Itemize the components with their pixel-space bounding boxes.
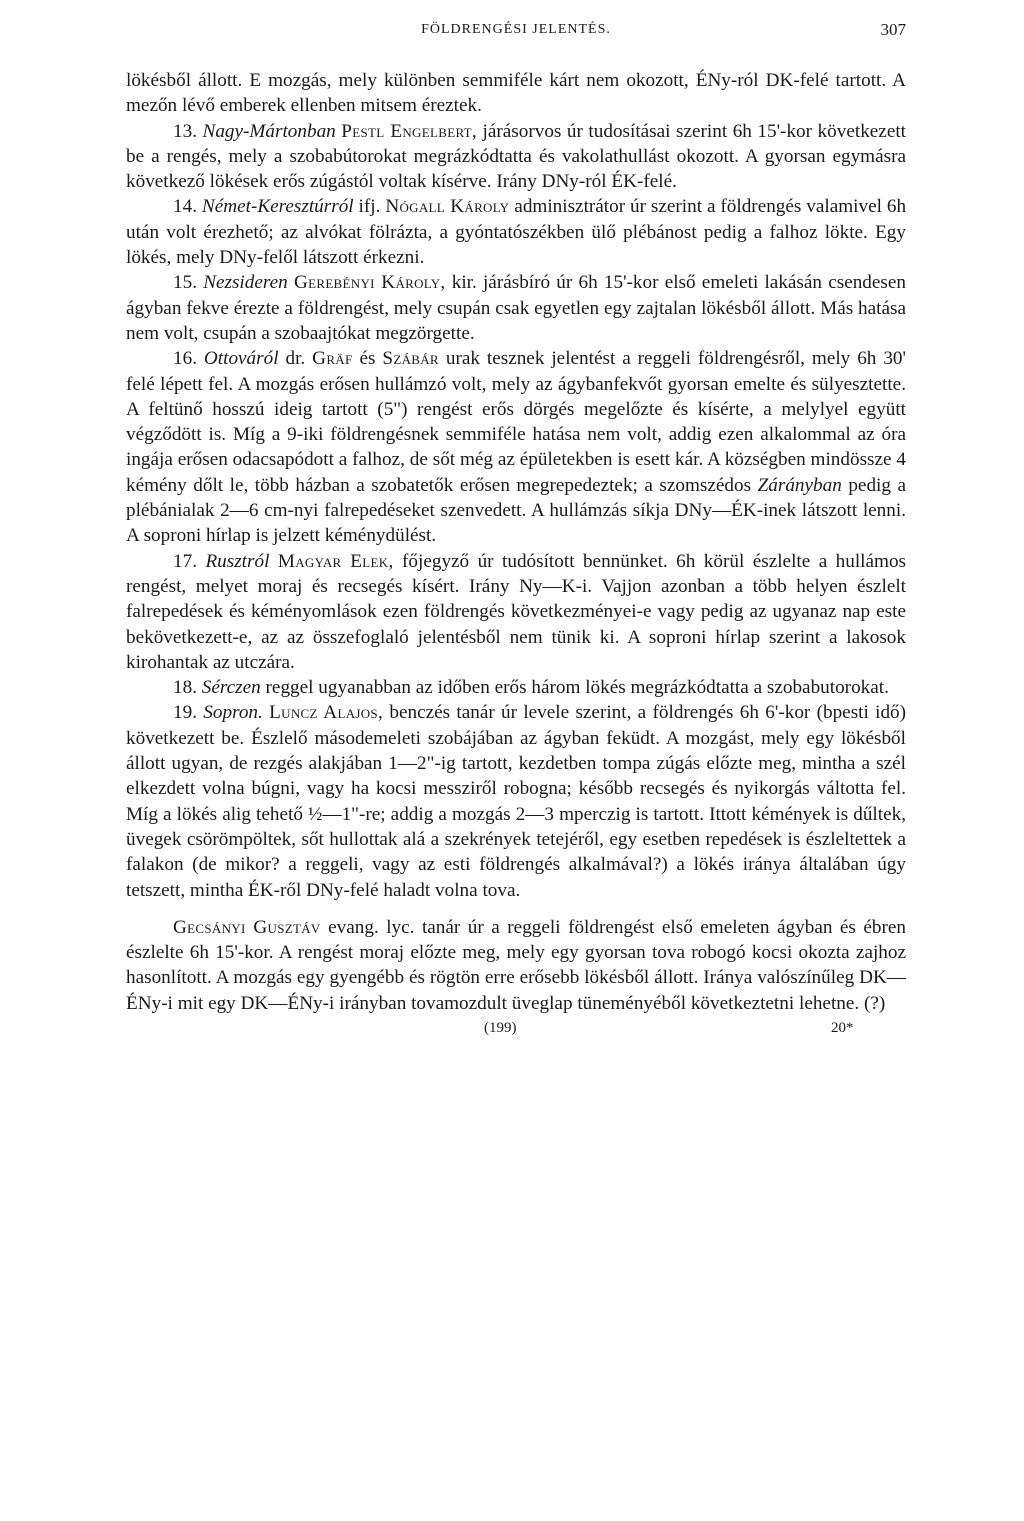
paragraph-text: főjegyző úr tudósított bennünket. 6h körül észlelte a hullámos rengést, melyet moraj és recsegés kísért. Irány Ny—K-i. Vajjon azonban a több helyen észlelt falrepedések és kéményomlások ezen földrengés következményei-e vagy pedig az ugyanaz nap este bekövetkezett-e, az az összefoglaló jelentésből nem tünik ki. A soproni hírlap szerint a lakosok kirohantak az utczára. bbox=[126, 550, 907, 673]
paragraph-15 bbox=[126, 270, 906, 346]
person-prefix: ifj. bbox=[358, 196, 381, 218]
person-name: Pestl Engelbert, bbox=[341, 120, 477, 142]
place-name: Német-Keresztúrról bbox=[201, 196, 354, 218]
signature-mark: (199) bbox=[484, 1019, 517, 1036]
paragraph-text: lökésből állott. E mozgás, mely különben semmiféle kárt nem okozott, ÉNy-ról DK-felé tartott. A mezőn lévő emberek ellenben mitsem éreztek. bbox=[126, 70, 906, 117]
person-name: Gecsányi Gusztáv bbox=[173, 916, 321, 938]
paragraph-13 bbox=[126, 119, 906, 195]
place-name: Sopron. bbox=[203, 702, 263, 724]
paragraph-text: járásorvos úr tudosításai szerint 6h 15'-kor következett be a rengés, mely a szobabútorokat megrázkódtatta és vakolathullást okozott. A gyorsan egymásra következő lökések erős zúgástól voltak kísérve. Irány DNy-ról ÉK-felé. bbox=[126, 120, 906, 193]
entry-number: 16. bbox=[173, 348, 197, 370]
place-name: Sérczen bbox=[201, 677, 261, 699]
paragraph-text: adminisztrátor úr szerint a földrengés valamivel 6h után volt érezhető; az alvókat fölrázta, a gyóntatószékben ülő plébánost pedig a falhoz lökte. Egy lökés, mely DNy-felől látszott érkezni. bbox=[126, 196, 907, 269]
paragraph-text: reggel ugyanabban az időben erős három lökés megrázkódtatta a szobabutorokat. bbox=[265, 677, 889, 699]
paragraph-text: evang. lyc. tanár úr a reggeli földrengést első emeleten ágyban és ébren észlelte 6h 15'-kor. A rengést moraj előzte meg, mely egy gyorsan tova robogó kocsi okozta zajhoz hasonlított. A mozgás egy gyengébb és rögtön erre erősebb lökésből állott. Iránya valószínűleg DK—ÉNy-i mit egy DK—ÉNy-i irányban tovamozdult üveglap tüneményéből következtetni lehetne. (?) bbox=[126, 916, 907, 1014]
body-text bbox=[126, 68, 906, 1016]
paragraph-16 bbox=[126, 346, 906, 548]
running-title: FÖLDRENGÉSI JELENTÉS. bbox=[421, 22, 611, 37]
paragraph-text: urak tesznek jelentést a reggeli földrengésről, mely 6h 30' felé lépett fel. A mozgás erősen hullámzó volt, mely az ágybanfekvőt gyorsan emelte és sülyesztette. A feltünő hosszú ideig tartott (5") rengést erős dörgés megelőzte és kísérte, a melylyel együtt végződött is. Míg a 9-iki földrengésnek semmiféle hatása nem volt, addig ezen alkalommal az óra ingája erősen odacsapódott a falhoz, de sőt még az épületekben is esett kár. A községben mindössze 4 kémény dőlt le, több házban a szobatetők erősen megrepedeztek; a szomszédos bbox=[126, 348, 906, 496]
paragraph-gecsanyi bbox=[126, 915, 906, 1016]
paragraph-text: kir. járásbíró úr 6h 15'-kor első emeleti lakásán csendesen ágyban fekve érezte a földrengést, mely csupán csak egyetlen egy zajtalan lökésből állott. Más hatása nem volt, csupán a szobaajtókat megzörgette. bbox=[126, 272, 906, 344]
entry-number: 17. bbox=[173, 550, 197, 572]
page-footer bbox=[126, 1020, 906, 1046]
name-joiner: és bbox=[359, 348, 376, 370]
person-name: Magyar Elek, bbox=[277, 550, 394, 572]
paragraph-14 bbox=[126, 194, 906, 270]
paragraph-17 bbox=[126, 549, 906, 675]
entry-number: 19. bbox=[173, 702, 197, 724]
page-number: 307 bbox=[880, 20, 906, 39]
person-prefix: dr. bbox=[285, 348, 306, 370]
entry-number: 14. bbox=[173, 196, 197, 218]
paragraph-text: benczés tanár úr levele szerint, a földrengés 6h 6'-kor (bpesti idő) következett be. Észlelő másodemeleti szobájában az ágyban feküdt. A mozgást, mely egy lökésből állott ugyan, de rezgés alakjában 1—2"-ig tartott, kezdetben tompa zúgás előzte meg, mintha a szél elkezdett volna búgni, vagy ha kocsi messziről robogna; később recsegés és nyikorgás váltotta fel. Míg a lökés alig tehető ½—1"-re; addig a mozgás 2—3 mperczig is tartott. Ittott kémények is dűltek, üvegek csörömpöltek, sőt hullottak alá a szekrények tetejéről, egy esetben repedések is észleltettek a falakon (de mikor? a reggeli, vagy az esti földrengés alkalmával?) a lökés iránya általában úgy tetszett, mintha ÉK-ről DNy-felé haladt volna tova. bbox=[126, 702, 907, 901]
person-name: Gräf bbox=[312, 348, 353, 370]
running-header bbox=[126, 18, 906, 48]
person-name: Gerebényi Károly, bbox=[293, 272, 446, 294]
document-page bbox=[126, 18, 906, 1046]
paragraph-19 bbox=[126, 700, 906, 902]
paragraph-continuation bbox=[126, 68, 906, 119]
person-name-2: Szábár bbox=[382, 348, 439, 370]
entry-number: 18. bbox=[173, 677, 197, 699]
place-name: Nagy-Mártonban bbox=[202, 120, 336, 142]
entry-number: 13. bbox=[173, 120, 197, 142]
paragraph-18 bbox=[126, 675, 906, 700]
place-name: Rusztról bbox=[205, 550, 270, 572]
person-name: Luncz Alajos, bbox=[269, 702, 384, 724]
paragraph-text-2: pedig a plébánialak 2—6 cm-nyi falrepedéseket szenvedett. A hullámzás síkja DNy—ÉK-inek látszott lenni. A soproni hírlap is jelzett kéménydülést. bbox=[126, 474, 906, 547]
sheet-mark: 20* bbox=[831, 1019, 854, 1036]
place-name-2: Zárányban bbox=[757, 474, 842, 496]
place-name: Nezsideren bbox=[203, 272, 288, 294]
place-name: Ottováról bbox=[203, 348, 279, 370]
person-name: Nógall Károly bbox=[385, 196, 510, 218]
entry-number: 15. bbox=[173, 272, 197, 294]
